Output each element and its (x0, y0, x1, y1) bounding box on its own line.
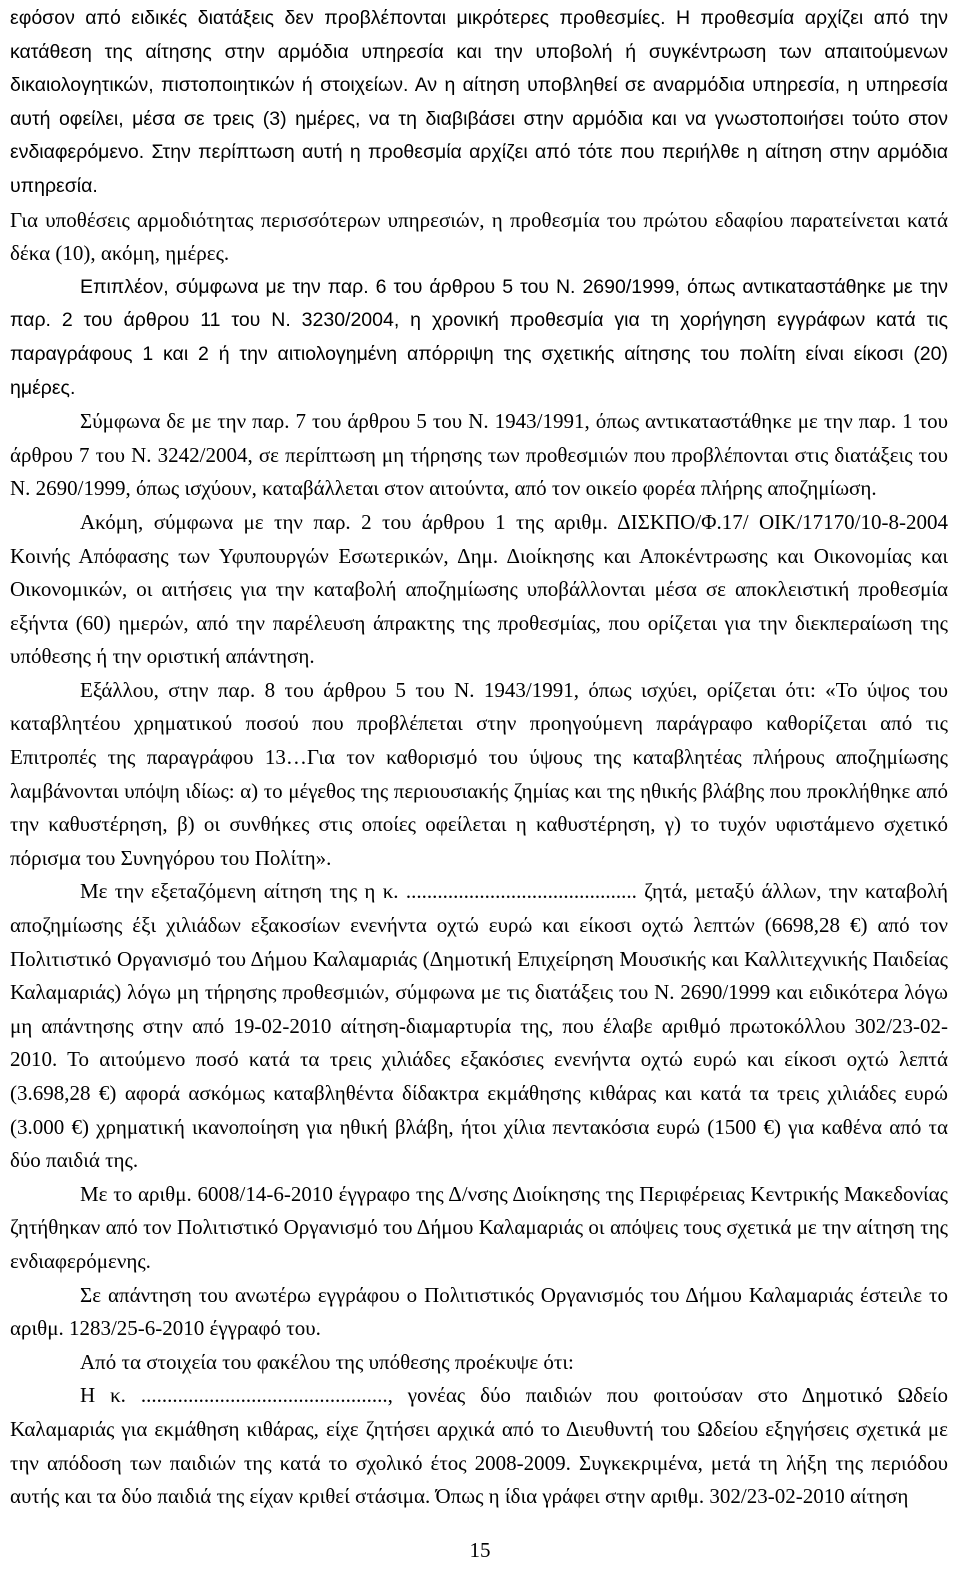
paragraph: Από τα στοιχεία του φακέλου της υπόθεσης προέκυψε ότι: (80, 1349, 574, 1374)
paragraph: Για υποθέσεις αρμοδιότητας περισσότερων υπηρεσιών, η προθεσμία του πρώτου εδαφίου παρατείνεται κατά δέκα (10), ακόμη, ημέρες. (10, 207, 948, 266)
page-number: 15 (469, 1538, 491, 1562)
paragraph: Εξάλλου, στην παρ. 8 του άρθρου 5 του Ν. 1943/1991, όπως ισχύει, ορίζεται ότι: «Το ύψος του καταβλητέου χρηματικού ποσού που προβλέπεται στην προηγούμενη παράγραφο καθορίζεται από τις Επιτροπές της παραγράφου 13…Για τον καθορισμό του ύψους της καταβλητέας πλήρους αποζημίωσης λαμβάνονται υπόψη ιδίως: α) το μέγεθος της περιουσιακής ζημίας και της ηθικής βλάβης που προκλήθηκε από την καθυστέρηση, β) οι συνθήκες στις οποίες οφείλεται η καθυστέρηση, γ) το τυχόν υφιστάμενο σχετικό πόρισμα του Συνηγόρου του Πολίτη». (10, 677, 948, 870)
paragraph: εφόσον από ειδικές διατάξεις δεν προβλέπονται μικρότερες προθεσμίες. Η προθεσμία αρχίζει από την κατάθεση της αίτησης στην αρμόδια υπηρεσία και την υποβολή ή συγκέντρωση των απαιτούμενων δικαιολογητικών, πιστοποιητικών ή στοιχείων. Αν η αίτηση υποβληθεί σε αναρμόδια υπηρεσία, η υπηρεσία αυτή οφείλει, μέσα σε τρεις (3) ημέρες, να τη διαβιβάσει στην αρμόδια και να γνωστοποιήσει τούτο στον ενδιαφερόμενο. Στην περίπτωση αυτή η προθεσμία αρχίζει από τότε που περιήλθε η αίτηση στην αρμόδια υπηρεσία. (10, 7, 948, 197)
paragraph: Ακόμη, σύμφωνα με την παρ. 2 του άρθρου 1 της αριθμ. ΔΙΣΚΠΟ/Φ.17/ ΟΙΚ/17170/10-8-2004 Κοινής Απόφασης των Υφυπουργών Εσωτερικών, Δημ. Διοίκησης και Αποκέντρωσης και Οικονομίας και Οικονομικών, οι αιτήσεις για την καταβολή αποζημίωσης υποβάλλονται μέσα σε αποκλειστική προθεσμία εξήντα (60) ημερών, από την παρέλευση άπρακτης της προθεσμίας, που ορίζεται για την διεκπεραίωση της υπόθεσης ή την οριστική απάντηση. (10, 509, 948, 669)
paragraph: Σύμφωνα δε με την παρ. 7 του άρθρου 5 του Ν. 1943/1991, όπως αντικαταστάθηκε με την παρ. 1 του άρθρου 7 του Ν. 3242/2004, σε περίπτωση μη τήρησης των προθεσμιών που προβλέπονται στις διατάξεις του Ν. 2690/1999, όπως ισχύουν, καταβάλλεται στον αιτούντα, από τον οικείο φορέα πλήρης αποζημίωση. (10, 409, 948, 501)
paragraph: Η κ. ..............................................., γονέας δύο παιδιών που φοιτούσαν στο Δημοτικό Ωδείο Καλαμαριάς για εκμάθηση κιθάρας, είχε ζητήσει αρχικά από το Διευθυντή του Ωδείου εξηγήσεις σχετικά με την απόδοση των παιδιών της κατά το σχολικό έτος 2008-2009. Συγκεκριμένα, μετά τη λήξη της περιόδου αυτής και τα δύο παιδιά της είχαν κριθεί στάσιμα. Όπως η ίδια γράφει στην αριθμ. 302/23-02-2010 αίτηση (10, 1383, 948, 1509)
paragraph: Σε απάντηση του ανωτέρω εγγράφου ο Πολιτιστικός Οργανισμός του Δήμου Καλαμαριάς έστειλε το αριθμ. 1283/25-6-2010 έγγραφό του. (10, 1282, 948, 1341)
paragraph: Με το αριθμ. 6008/14-6-2010 έγγραφο της Δ/νσης Διοίκησης της Περιφέρειας Κεντρικής Μακεδονίας ζητήθηκαν από τον Πολιτιστικό Οργανισμό του Δήμου Καλαμαριάς οι απόψεις τους σχετικά με την αίτηση της ενδιαφερόμενης. (10, 1181, 948, 1273)
document-body (10, 2, 948, 1514)
paragraph: Με την εξεταζόμενη αίτηση της η κ. ............................................ ζητά, μεταξύ άλλων, την καταβολή αποζημίωσης έξι χιλιάδων εξακοσίων ενενήντα οχτώ ευρώ και είκοσι οχτώ λεπτών (6698,28 €) από τον Πολιτιστικό Οργανισμό του Δήμου Καλαμαριάς (Δημοτική Επιχείρηση Μουσικής και Καλλιτεχνικής Παιδείας Καλαμαριάς) λόγω μη τήρησης προθεσμιών, σύμφωνα με τις διατάξεις του Ν. 2690/1999 και ειδικότερα λόγω μη απάντησης στην από 19-02-2010 αίτηση-διαμαρτυρία της, που έλαβε αριθμό πρωτοκόλλου 302/23-02-2010. Το αιτούμενο ποσό κατά τα τρεις χιλιάδες εξακόσιες ενενήντα οχτώ ευρώ και είκοσι οχτώ λεπτά (3.698,28 €) αφορά ασκόμως καταβληθέντα δίδακτρα εκμάθησης κιθάρας και κατά τα τρεις χιλιάδες ευρώ (3.000 €) χρηματική ικανοποίηση για ηθική βλάβη, ήτοι χίλια πεντακόσια ευρώ (1500 €) για καθένα από τα δύο παιδιά της. (10, 879, 948, 1173)
paragraph: Επιπλέον, σύμφωνα με την παρ. 6 του άρθρου 5 του Ν. 2690/1999, όπως αντικαταστάθηκε με την παρ. 2 του άρθρου 11 του Ν. 3230/2004, η χρονική προθεσμία για τη χορήγηση εγγράφων κατά τις παραγράφους 1 και 2 ή την αιτιολογημένη απόρριψη της σχετικής αίτησης του πολίτη είναι είκοσι (20) ημέρες. (10, 275, 948, 399)
